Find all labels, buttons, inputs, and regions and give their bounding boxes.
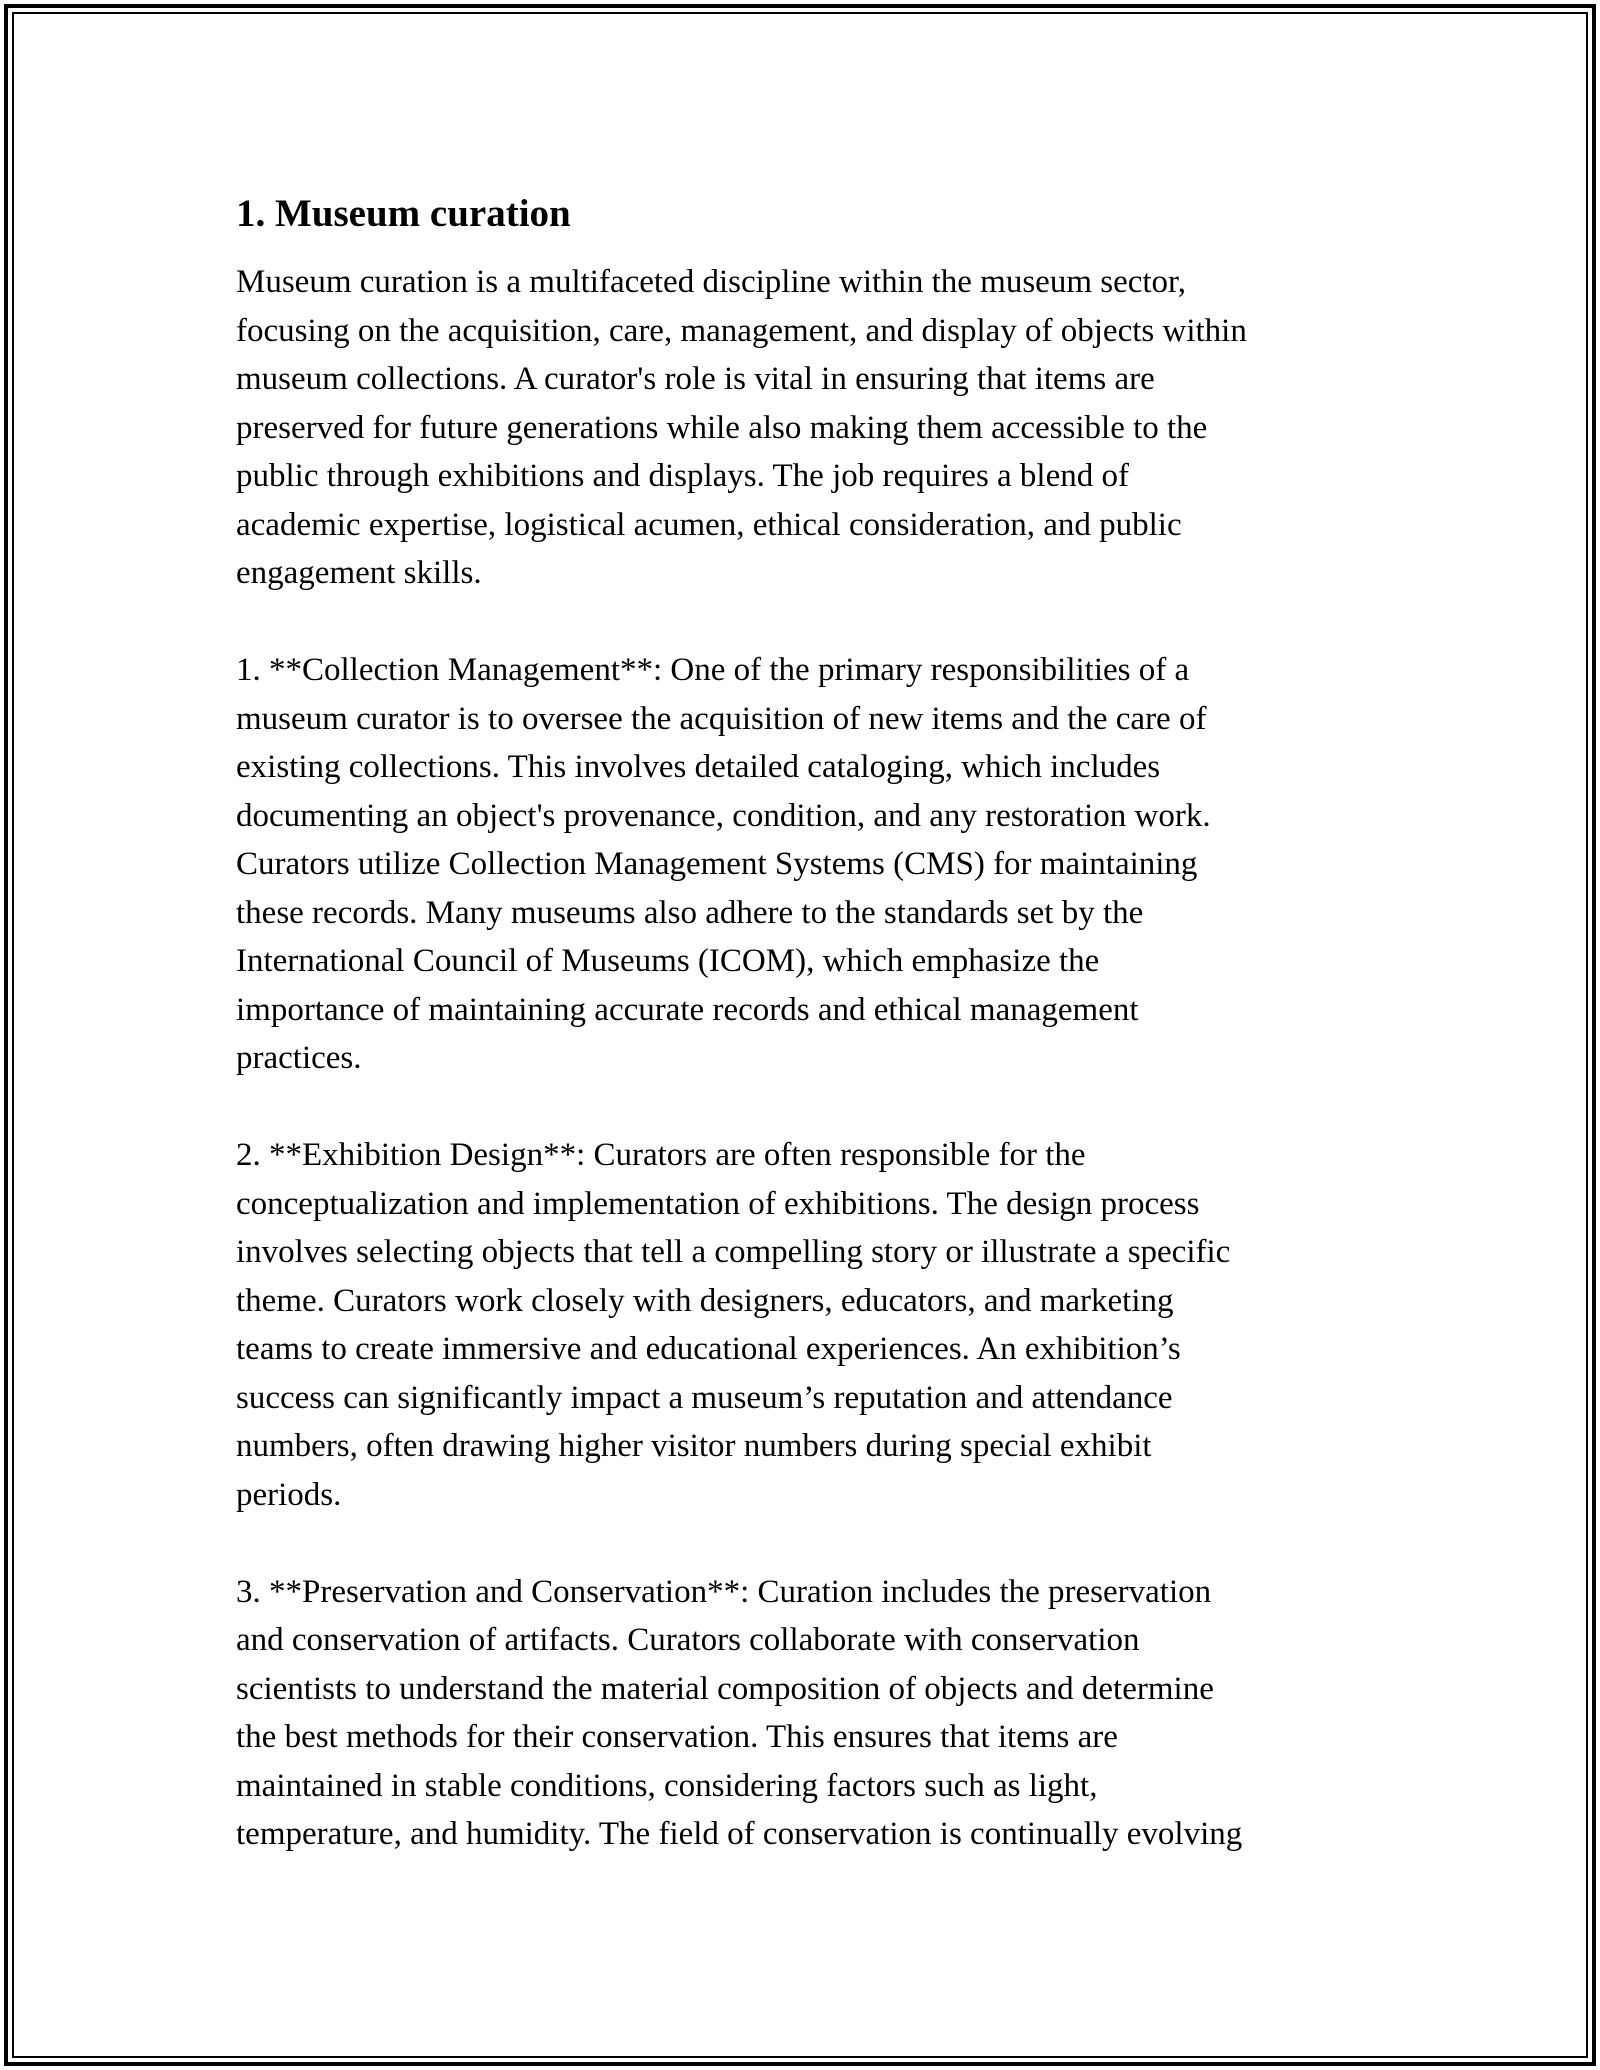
text-line: maintained in stable conditions, considering factors such as light, [236, 1767, 1098, 1804]
text-line: periods. [236, 1476, 342, 1513]
text-line: importance of maintaining accurate records and ethical management [236, 991, 1139, 1028]
text-line: International Council of Museums (ICOM), which emphasize the [236, 943, 1100, 979]
text-line: the best methods for their conservation. This ensures that items are [236, 1719, 1118, 1755]
text-line: 3. **Preservation and Conservation**: Curation includes the preservation [236, 1573, 1212, 1610]
text-line: academic expertise, logistical acumen, ethical consideration, and public [236, 506, 1182, 543]
text-line: conceptualization and implementation of exhibitions. The design process [236, 1185, 1200, 1222]
section-heading: 1. Museum curation [236, 192, 571, 235]
document-body [236, 186, 1396, 1859]
text-line: teams to create immersive and educational experiences. An exhibition’s [236, 1331, 1181, 1367]
text-line: engagement skills. [236, 555, 482, 591]
text-line: numbers, often drawing higher visitor numbers during special exhibit [236, 1428, 1152, 1464]
text-line: temperature, and humidity. The field of conservation is continually evolving [236, 1816, 1243, 1852]
text-line: 1. **Collection Management**: One of the primary responsibilities of a [236, 652, 1190, 688]
text-line: public through exhibitions and displays. The job requires a blend of [236, 458, 1129, 494]
text-line: and conservation of artifacts. Curators collaborate with conservation [236, 1622, 1140, 1658]
text-line: documenting an object's provenance, condition, and any restoration work. [236, 797, 1211, 834]
text-line: Museum curation is a multifaceted discipline within the museum sector, [236, 264, 1186, 300]
text-line: 2. **Exhibition Design**: Curators are often responsible for the [236, 1137, 1086, 1173]
exhibition-design-paragraph [236, 1131, 1396, 1519]
text-line: practices. [236, 1040, 362, 1076]
text-line: these records. Many museums also adhere to the standards set by the [236, 894, 1144, 931]
text-line: theme. Curators work closely with designers, educators, and marketing [236, 1282, 1174, 1319]
preservation-conservation-paragraph [236, 1568, 1396, 1859]
text-line: museum collections. A curator's role is vital in ensuring that items are [236, 361, 1155, 397]
text-line: success can significantly impact a museum’s reputation and attendance [236, 1379, 1173, 1416]
intro-paragraph [236, 258, 1396, 598]
text-line: existing collections. This involves detailed cataloging, which includes [236, 749, 1161, 785]
text-line: scientists to understand the material composition of objects and determine [236, 1670, 1214, 1707]
text-line: focusing on the acquisition, care, management, and display of objects within [236, 312, 1247, 349]
text-line: museum curator is to oversee the acquisition of new items and the care of [236, 700, 1207, 737]
text-line: Curators utilize Collection Management Systems (CMS) for maintaining [236, 846, 1198, 882]
collection-management-paragraph [236, 646, 1396, 1083]
text-line: preserved for future generations while also making them accessible to the [236, 409, 1208, 446]
text-line: involves selecting objects that tell a compelling story or illustrate a specific [236, 1234, 1231, 1270]
